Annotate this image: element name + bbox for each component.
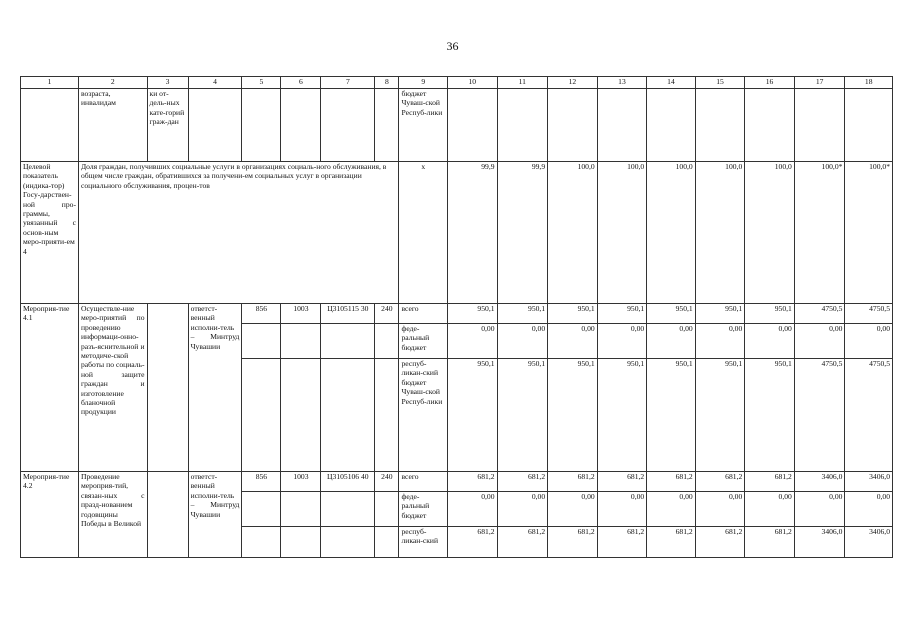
measure-name: Проведение мероприя-тий, связан-ных с празд-нованием годовщины Победы в Великой [78,472,147,558]
measure-executor: ответст-венный исполни-тель – Минтруд Чувашии [188,472,242,558]
table-cell [745,89,795,162]
measure-executor: ответст-венный исполни-тель – Минтруд Чувашии [188,304,242,472]
header-cell: 18 [845,77,893,89]
table-cell [242,492,281,527]
table-cell [375,89,399,162]
header-cell: 7 [321,77,375,89]
value-cell: 3406,0 [794,472,845,492]
indicator-row [21,162,893,304]
header-cell: 17 [794,77,845,89]
value-cell: 681,2 [695,472,745,492]
table-cell [242,324,281,359]
measure-code: Мероприя-тие 4.1 [21,304,79,472]
table-cell [242,89,281,162]
value-cell: 0,00 [745,492,795,527]
grbs-cell: 856 [242,304,281,324]
table-cell [794,89,845,162]
value-cell: 681,2 [597,527,647,558]
table-cell [321,359,375,472]
table-cell [375,492,399,527]
measure-code: Мероприя-тие 4.2 [21,472,79,558]
csr-cell: Ц3105106 40 [321,472,375,492]
value-cell: 950,1 [497,304,548,324]
header-cell: 10 [447,77,497,89]
source-cell: всего [399,304,448,324]
value-cell: 0,00 [548,492,598,527]
value-cell: 100,0* [845,162,893,304]
value-cell: 950,1 [597,304,647,324]
value-cell: 950,1 [647,359,696,472]
source-cell: феде-ральный бюджет [399,492,448,527]
table-cell [281,89,321,162]
table-cell [321,527,375,558]
table-cell [695,89,745,162]
csr-cell: Ц3105115 30 [321,304,375,324]
header-cell: 1 [21,77,79,89]
value-cell: 950,1 [497,359,548,472]
measure-name: Осуществле-ние меро-приятий по проведению информаци-онно-разъ-яснительной и методиче-ской работы по социаль-ной защите граждан и изготовление бланочной продукции [78,304,147,472]
header-cell: 6 [281,77,321,89]
table-cell: ки от-дель-ных кате-горий граж-дан [147,89,188,162]
header-row [21,77,893,89]
header-cell: 8 [375,77,399,89]
value-cell: 950,1 [447,304,497,324]
indicator-label: Целевой показатель (индика-тор) Госу-дарствен-ной про-граммы, увязанный с основ-ным меро-прияти-ем 4 [21,162,79,304]
value-cell: 100,0 [647,162,696,304]
value-cell: 0,00 [548,324,598,359]
table-cell [321,324,375,359]
table-cell: возраста, инвалидам [78,89,147,162]
rzpr-cell: 1003 [281,472,321,492]
table-cell [375,527,399,558]
value-cell: 0,00 [794,324,845,359]
value-cell: 0,00 [794,492,845,527]
value-cell: 0,00 [695,492,745,527]
value-cell: 0,00 [447,324,497,359]
header-cell: 11 [497,77,548,89]
value-cell: 100,0 [597,162,647,304]
continuation-row [21,89,893,162]
value-cell: 100,0 [695,162,745,304]
rzpr-cell: 1003 [281,304,321,324]
value-cell: 681,2 [447,472,497,492]
table-cell [147,472,188,558]
value-cell: 0,00 [647,324,696,359]
value-cell: 100,0 [548,162,598,304]
value-cell: 681,2 [647,527,696,558]
value-cell: 99,9 [497,162,548,304]
value-cell: 4750,5 [794,304,845,324]
table-cell [21,89,79,162]
source-cell: респуб-ликан-ский бюджет Чуваш-ской Респуб-лики [399,359,448,472]
value-cell: 950,1 [647,304,696,324]
table-cell [597,89,647,162]
value-cell: 0,00 [597,324,647,359]
header-cell: 2 [78,77,147,89]
table-cell: х [399,162,448,304]
header-cell: 16 [745,77,795,89]
value-cell: 3406,0 [845,527,893,558]
value-cell: 100,0* [794,162,845,304]
table-cell [845,89,893,162]
value-cell: 4750,5 [794,359,845,472]
value-cell: 681,2 [548,472,598,492]
page-number: 36 [446,39,459,53]
table-cell [321,492,375,527]
indicator-text: Доля граждан, получивших социальные услуги в организациях социаль-ного обслуживания, в общем числе граждан, обратившихся за получени-ем социальных услуг в организации социального обслуживания, процен-тов [78,162,398,304]
value-cell: 0,00 [497,324,548,359]
value-cell: 950,1 [695,304,745,324]
value-cell: 0,00 [497,492,548,527]
table-cell [548,89,598,162]
table-cell [497,89,548,162]
header-cell: 12 [548,77,598,89]
value-cell: 3406,0 [845,472,893,492]
value-cell: 4750,5 [845,359,893,472]
value-cell: 681,2 [647,472,696,492]
measure-row [21,472,893,492]
vr-cell: 240 [375,472,399,492]
budget-table [20,76,893,558]
value-cell: 99,9 [447,162,497,304]
value-cell: 0,00 [695,324,745,359]
measure-row [21,304,893,324]
value-cell: 950,1 [447,359,497,472]
source-cell: всего [399,472,448,492]
table-cell [647,89,696,162]
value-cell: 950,1 [745,359,795,472]
source-cell: феде-ральный бюджет [399,324,448,359]
table-cell [242,359,281,472]
table-cell [281,527,321,558]
value-cell: 950,1 [548,304,598,324]
header-cell: 4 [188,77,242,89]
table-cell [188,89,242,162]
value-cell: 0,00 [647,492,696,527]
value-cell: 0,00 [447,492,497,527]
header-cell: 5 [242,77,281,89]
table-cell: бюджет Чуваш-ской Респуб-лики [399,89,448,162]
vr-cell: 240 [375,304,399,324]
source-cell: респуб-ликан-ский [399,527,448,558]
value-cell: 950,1 [597,359,647,472]
table-cell [321,89,375,162]
value-cell: 681,2 [497,472,548,492]
table-cell [447,89,497,162]
table-cell [375,359,399,472]
value-cell: 950,1 [745,304,795,324]
table-cell [281,492,321,527]
value-cell: 681,2 [597,472,647,492]
value-cell: 950,1 [548,359,598,472]
value-cell: 0,00 [597,492,647,527]
header-cell: 9 [399,77,448,89]
header-cell: 13 [597,77,647,89]
header-cell: 14 [647,77,696,89]
value-cell: 100,0 [745,162,795,304]
value-cell: 681,2 [497,527,548,558]
grbs-cell: 856 [242,472,281,492]
value-cell: 681,2 [745,472,795,492]
value-cell: 681,2 [447,527,497,558]
header-cell: 3 [147,77,188,89]
header-cell: 15 [695,77,745,89]
value-cell: 0,00 [745,324,795,359]
value-cell: 0,00 [845,492,893,527]
table-cell [375,324,399,359]
value-cell: 0,00 [845,324,893,359]
value-cell: 681,2 [548,527,598,558]
value-cell: 3406,0 [794,527,845,558]
table-cell [242,527,281,558]
table-cell [281,324,321,359]
value-cell: 4750,5 [845,304,893,324]
table-cell [281,359,321,472]
value-cell: 681,2 [695,527,745,558]
table-cell [147,304,188,472]
value-cell: 681,2 [745,527,795,558]
value-cell: 950,1 [695,359,745,472]
